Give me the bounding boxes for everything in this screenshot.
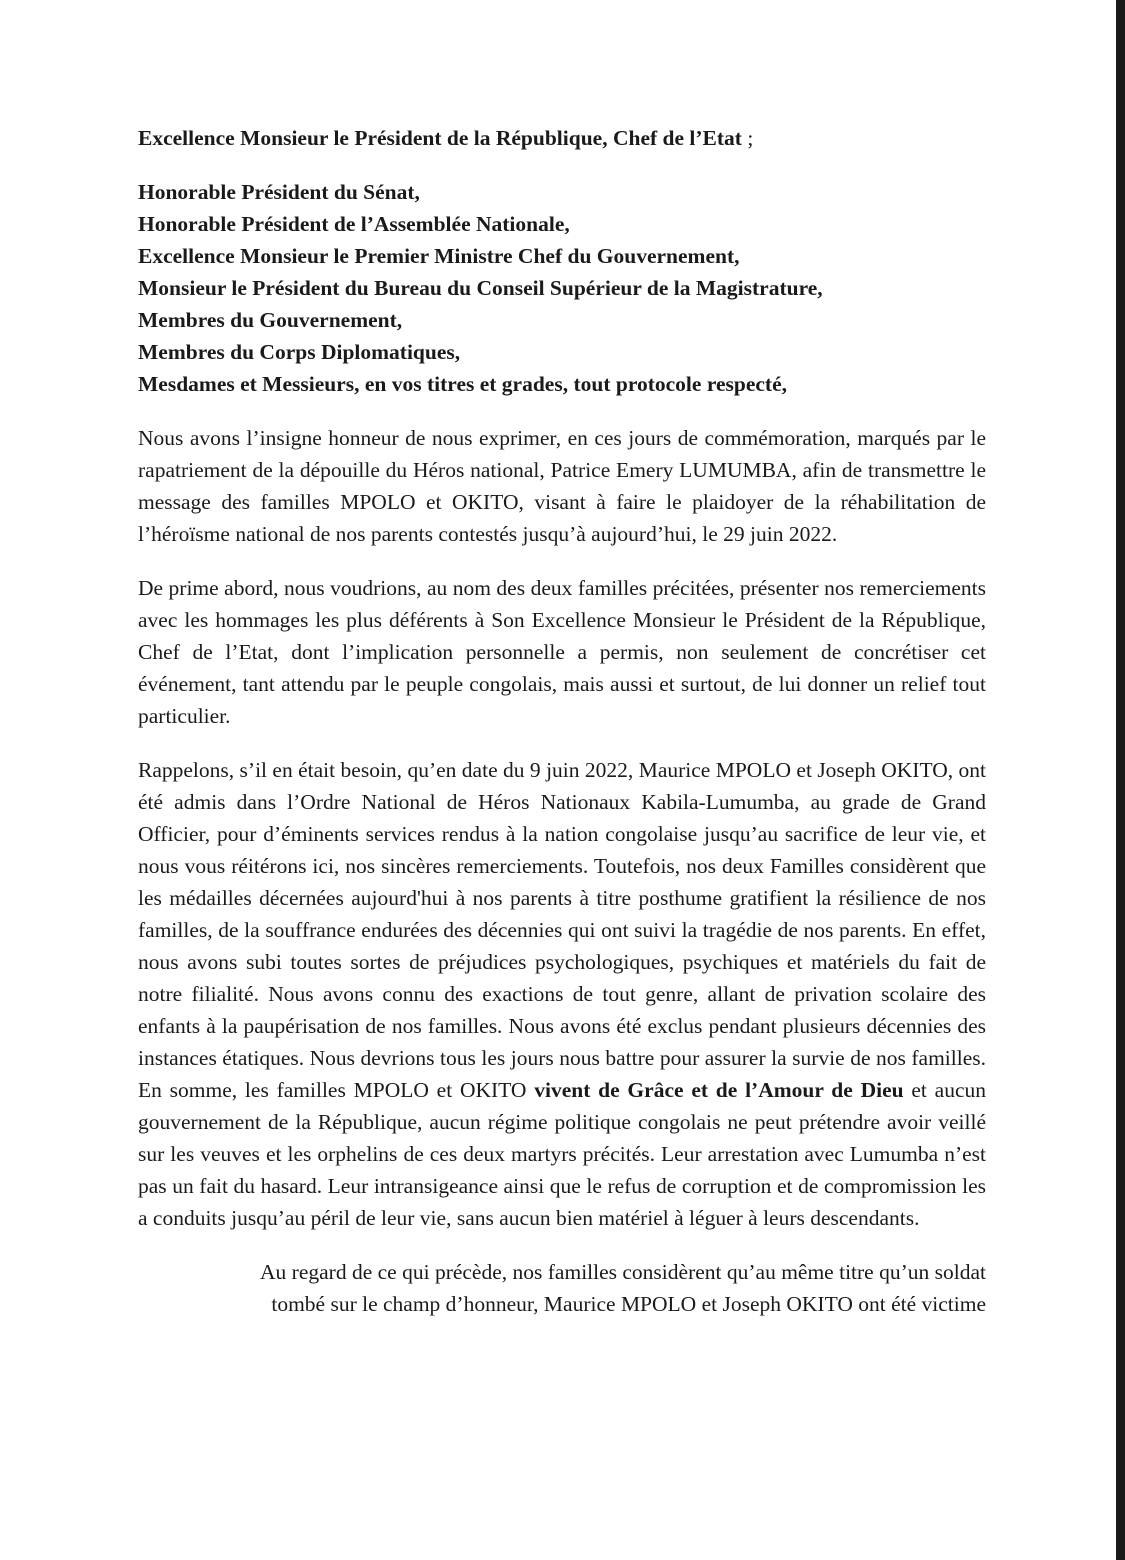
paragraph-2: De prime abord, nous voudrions, au nom des deux familles précitées, présenter nos remerciements avec les hommages les plus déférents à Son Excellence Monsieur le Président de la République, Chef de l’Etat, dont l’implication personnelle a permis, non seulement de concrétiser cet événement, tant attendu par le peuple congolais, mais aussi et surtout, de lui donner un relief tout particulier. [138,576,986,728]
protocol-line: Monsieur le Président du Bureau du Conseil Supérieur de la Magistrature, [138,276,823,300]
paragraph-3-text-b: et aucun gouvernement de la République, aucun régime politique congolais ne peut prétendre avoir veillé sur les veuves et les orphelins de ces deux martyrs précités. Leur arrestation avec Lumumba n’est pas un fait du hasard. Leur intransigeance ainsi que le refus de corruption et de compromission les a conduits jusqu’au péril de leur vie, sans aucun bien matériel à léguer à leurs descendants. [138,1078,986,1230]
greeting-line [138,122,986,154]
paragraph-4-line-1: Au regard de ce qui précède, nos familles considèrent qu’au même titre qu’un soldat [260,1260,986,1284]
paragraph-4-line-2: tombé sur le champ d’honneur, Maurice MPOLO et Joseph OKITO ont été victime [271,1292,986,1316]
protocol-line: Honorable Président de l’Assemblée Nationale, [138,212,570,236]
page-edge-border [1116,0,1125,1560]
protocol-line: Excellence Monsieur le Premier Ministre Chef du Gouvernement, [138,244,740,268]
greeting-text: Excellence Monsieur le Président de la République, Chef de l’Etat [138,126,742,150]
protocol-line: Membres du Corps Diplomatiques, [138,340,461,364]
letter-body [138,122,986,1320]
paragraph-3 [138,754,986,1234]
protocol-line: Membres du Gouvernement, [138,308,403,332]
protocol-list [138,176,986,400]
greeting-punct: ; [741,126,754,150]
paragraph-3-emphasis: vivent de Grâce et de l’Amour de Dieu [534,1078,904,1102]
paragraph-1: Nous avons l’insigne honneur de nous exprimer, en ces jours de commémoration, marqués par le rapatriement de la dépouille du Héros national, Patrice Emery LUMUMBA, afin de transmettre le message des familles MPOLO et OKITO, visant à faire le plaidoyer de la réhabilitation de l’héroïsme national de nos parents contestés jusqu’à aujourd’hui, le 29 juin 2022. [138,426,986,546]
protocol-line: Mesdames et Messieurs, en vos titres et grades, tout protocole respecté, [138,372,788,396]
paragraph-4 [138,1256,986,1320]
paragraph-3-text-a: Rappelons, s’il en était besoin, qu’en date du 9 juin 2022, Maurice MPOLO et Joseph OKITO, ont été admis dans l’Ordre National de Héros Nationaux Kabila-Lumumba, au grade de Grand Officier, pour d’éminents services rendus à la nation congolaise jusqu’au sacrifice de leur vie, et nous vous réitérons ici, nos sincères remerciements. Toutefois, nos deux Familles considèrent que les médailles décernées aujourd'hui à nos parents à titre posthume gratifient la résilience de nos familles, de la souffrance endurées des décennies qui ont suivi la tragédie de nos parents. En effet, nous avons subi toutes sortes de préjudices psychologiques, psychiques et matériels du fait de notre filialité. Nous avons connu des exactions de tout genre, allant de privation scolaire des enfants à la paupérisation de nos familles. Nous avons été exclus pendant plusieurs décennies des instances étatiques. Nous devrions tous les jours nous battre pour assurer la survie de nos familles. En somme, les familles MPOLO et OKITO [138,758,986,1102]
protocol-line: Honorable Président du Sénat, [138,180,420,204]
